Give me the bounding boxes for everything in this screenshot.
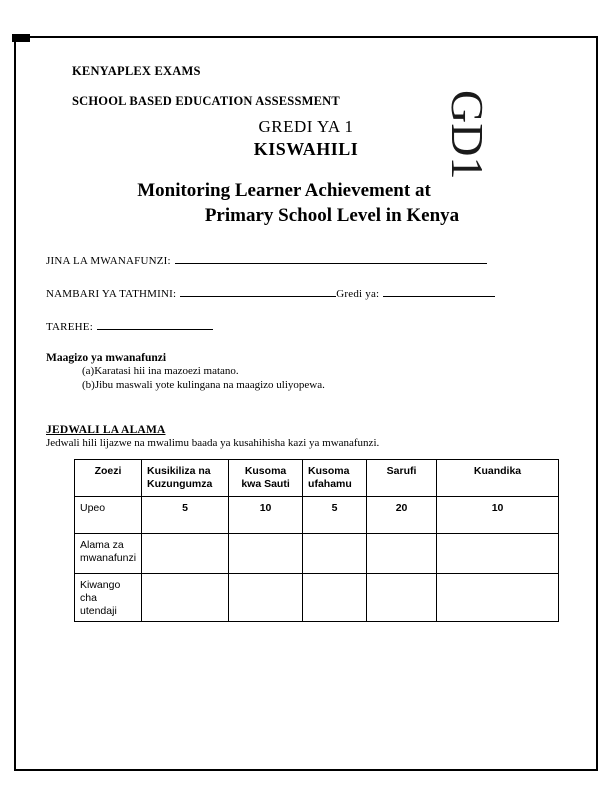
- student-score-cell: [142, 534, 229, 574]
- main-title-line-1: Monitoring Learner Achievement at: [137, 180, 431, 201]
- max-score-cell: 20: [367, 497, 437, 534]
- student-score-row: [75, 534, 559, 574]
- date-blank-line: [97, 319, 213, 330]
- row-label-kiwango: Kiwango cha utendaji: [75, 574, 142, 622]
- student-name-label: JINA LA MWANAFUNZI:: [46, 255, 171, 267]
- instructions-heading: Maagizo ya mwanafunzi: [46, 352, 167, 364]
- performance-level-cell: [437, 574, 559, 622]
- assessment-name: SCHOOL BASED EDUCATION ASSESSMENT: [72, 94, 340, 108]
- performance-level-cell: [303, 574, 367, 622]
- row-label-upeo: Upeo: [75, 497, 142, 534]
- column-header-kusikiliza: Kusikiliza na Kuzungumza: [142, 460, 229, 497]
- student-name-blank-line: [175, 253, 487, 264]
- assessment-number-blank-line: [180, 286, 336, 297]
- corner-scan-mark: [12, 34, 30, 42]
- marks-table-heading: JEDWALI LA ALAMA: [46, 424, 166, 436]
- student-score-cell: [229, 534, 303, 574]
- max-score-cell: 10: [229, 497, 303, 534]
- grade-title: GREDI YA 1: [258, 117, 354, 136]
- grade-field-label: Gredi ya:: [336, 288, 380, 300]
- grade-blank-line: [383, 286, 495, 297]
- assessment-number-label: NAMBARI YA TATHMINI:: [46, 288, 177, 300]
- instruction-item-a: (a)Karatasi hii ina mazoezi matano.: [82, 365, 239, 377]
- max-score-cell: 5: [142, 497, 229, 534]
- marks-table: [74, 459, 559, 622]
- instructions-section: [46, 352, 566, 392]
- document-content: [16, 38, 596, 622]
- marks-table-note: Jedwali hili lijazwe na mwalimu baada ya kusahihisha kazi ya mwanafunzi.: [46, 437, 380, 449]
- performance-level-cell: [142, 574, 229, 622]
- column-header-kusoma-ufahamu: Kusoma ufahamu: [303, 460, 367, 497]
- column-header-zoezi: Zoezi: [75, 460, 142, 497]
- main-title-line-2: Primary School Level in Kenya: [204, 205, 460, 226]
- column-header-sarufi: Sarufi: [367, 460, 437, 497]
- paper-code-vertical: GD1: [442, 90, 493, 180]
- marks-section: [46, 424, 566, 622]
- student-score-cell: [367, 534, 437, 574]
- assessment-number-row: [46, 286, 566, 300]
- subject-title: KISWAHILI: [253, 139, 359, 159]
- max-score-cell: 5: [303, 497, 367, 534]
- max-score-cell: 10: [437, 497, 559, 534]
- student-name-row: [46, 253, 566, 267]
- max-score-row: [75, 497, 559, 534]
- marks-table-header-row: [75, 460, 559, 497]
- performance-level-cell: [229, 574, 303, 622]
- student-details-form: [46, 253, 566, 333]
- student-score-cell: [303, 534, 367, 574]
- column-header-kusoma-sauti: Kusoma kwa Sauti: [229, 460, 303, 497]
- student-score-cell: [437, 534, 559, 574]
- document-page-border: [14, 36, 598, 771]
- date-row: [46, 319, 566, 333]
- column-header-kuandika: Kuandika: [437, 460, 559, 497]
- date-label: TAREHE:: [46, 321, 93, 333]
- main-title: [46, 180, 566, 227]
- instruction-item-b: (b)Jibu maswali yote kulingana na maagizo uliyopewa.: [82, 378, 325, 391]
- exam-board-name: KENYAPLEX EXAMS: [72, 64, 201, 78]
- row-label-alama: Alama za mwanafunzi: [75, 534, 142, 574]
- performance-level-cell: [367, 574, 437, 622]
- performance-level-row: [75, 574, 559, 622]
